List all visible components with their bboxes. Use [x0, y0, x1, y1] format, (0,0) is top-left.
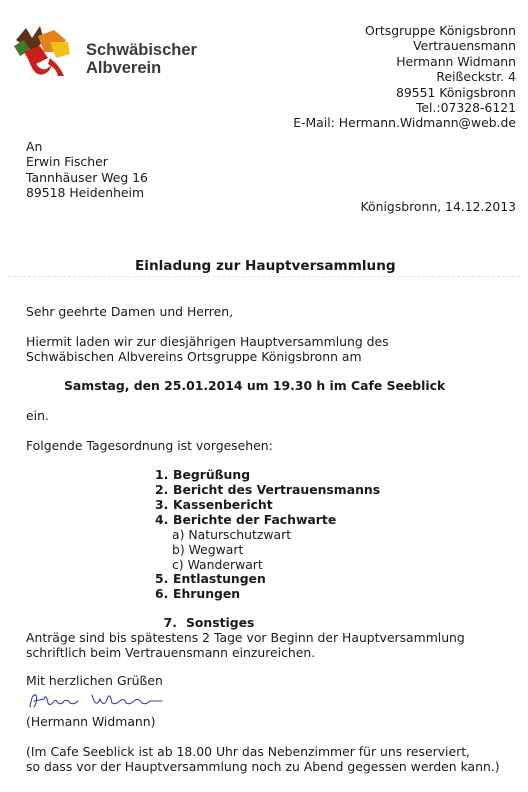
intro-line-1: Hiermit laden wir zur diesjährigen Hauptversammlung des: [26, 334, 389, 349]
ein-text: ein.: [26, 408, 49, 423]
agenda-label: Berichte der Fachwarte: [173, 512, 337, 527]
agenda-number: 2.: [155, 482, 169, 497]
sender-line: Hermann Widmann: [396, 53, 516, 69]
recipient-address: [26, 139, 148, 201]
recipient-line: Tannhäuser Weg 16: [26, 169, 148, 185]
logo-text-line1: Schwäbischer: [86, 41, 197, 59]
agenda-label: Bericht des Vertrauensmanns: [173, 482, 381, 497]
agenda-label: Ehrungen: [173, 586, 241, 601]
sender-line: Tel.:07328-6121: [415, 100, 516, 116]
agenda-item: [155, 497, 273, 512]
agenda-item: [155, 512, 336, 527]
divider: [8, 276, 520, 277]
logo-text-line2: Albverein: [86, 59, 162, 77]
agenda-number: 7.: [163, 615, 177, 630]
signer-name: (Hermann Widmann): [26, 714, 156, 729]
note-line-2: so dass vor der Hauptversammlung noch zu Abend gegessen werden kann.): [26, 759, 500, 774]
closing: Mit herzlichen Grüßen: [26, 673, 163, 688]
agenda-label: Kassenbericht: [173, 497, 273, 512]
recipient-line: An: [26, 139, 43, 154]
agenda-label: Begrüßung: [173, 467, 251, 482]
agenda-number: 4.: [155, 512, 169, 527]
motions-line-2: schriftlich beim Vertrauensmann einzureichen.: [26, 645, 316, 660]
recipient-line: Erwin Fischer: [26, 154, 108, 170]
agenda-subitem: c) Wanderwart: [172, 557, 263, 572]
agenda-number: 6.: [155, 586, 169, 601]
sender-email: E-Mail: Hermann.Widmann@web.de: [293, 115, 516, 131]
sender-address: [293, 23, 516, 131]
motions-line-1: Anträge sind bis spätestens 2 Tage vor Beginn der Hauptversammlung: [26, 630, 465, 645]
agenda-number: 5.: [155, 571, 169, 586]
event-line: Samstag, den 25.01.2014 um 19.30 h im Cafe Seeblick: [64, 378, 446, 393]
albverein-logo: [10, 22, 76, 80]
agenda-subitem: a) Naturschutzwart: [172, 527, 292, 542]
salutation: Sehr geehrte Damen und Herren,: [26, 304, 234, 319]
agenda-label: Entlastungen: [173, 571, 266, 586]
sender-line: Ortsgruppe Königsbronn: [365, 23, 516, 38]
letter-title: Einladung zur Hauptversammlung: [135, 258, 396, 274]
sender-line: Reißeckstr. 4: [436, 69, 516, 85]
agenda-item: [155, 467, 250, 482]
agenda-number: 3.: [155, 497, 169, 512]
agenda-number: 1.: [155, 467, 169, 482]
sender-line: 89551 Königsbronn: [395, 84, 516, 100]
agenda-item: [155, 586, 240, 601]
agenda-label: Sonstiges: [181, 615, 255, 630]
agenda-item: [155, 571, 266, 586]
intro-line-2: Schwäbischen Albvereins Ortsgruppe Königsbronn am: [26, 349, 362, 364]
handwritten-signature: [26, 689, 176, 713]
note-line-1: (Im Cafe Seeblick ist ab 18.00 Uhr das Nebenzimmer für uns reserviert,: [26, 744, 470, 759]
recipient-line: 89518 Heidenheim: [26, 185, 145, 201]
logo-leaf-yellow: [50, 42, 70, 58]
agenda-item: [155, 600, 254, 630]
agenda-subitem: b) Wegwart: [172, 542, 244, 557]
letter-date: Königsbronn, 14.12.2013: [360, 199, 516, 214]
sender-line: Vertrauensmann: [413, 38, 516, 54]
agenda-item: [155, 482, 380, 497]
agenda-intro: Folgende Tagesordnung ist vorgesehen:: [26, 438, 273, 453]
